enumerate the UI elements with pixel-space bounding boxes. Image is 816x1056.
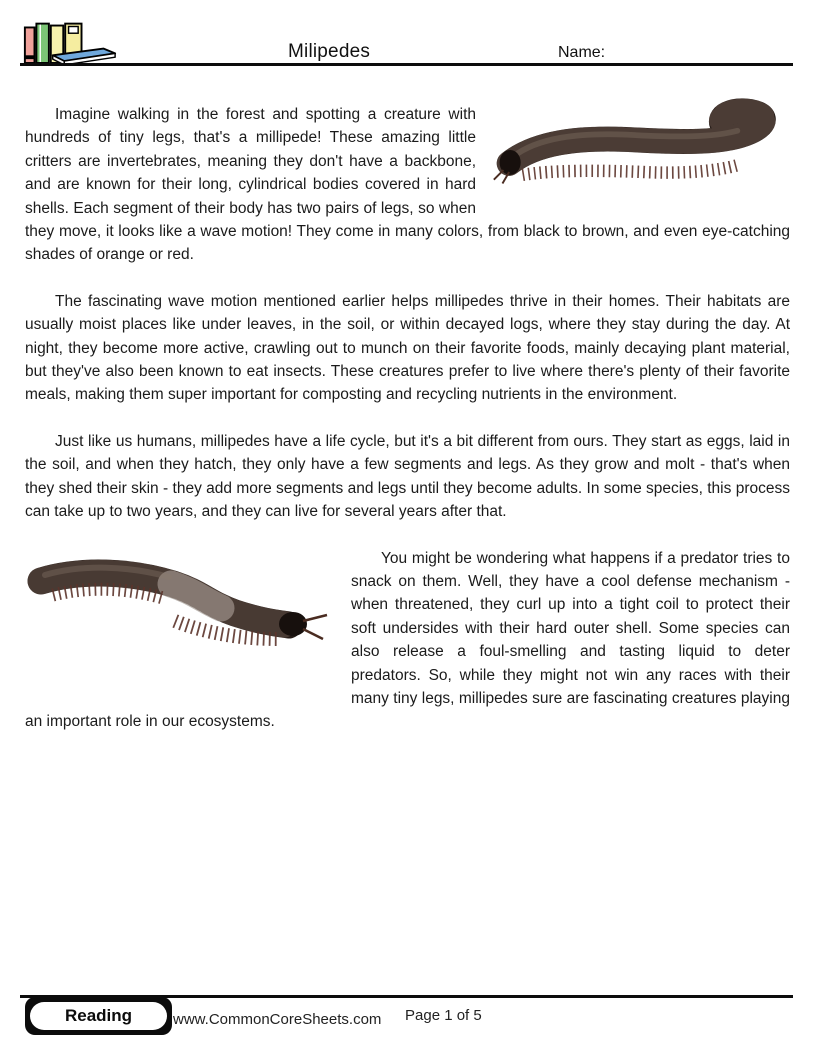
millipede-photo-top-right	[490, 101, 792, 197]
paragraph-1	[25, 103, 790, 267]
subject-badge	[25, 997, 172, 1035]
books-logo-icon	[22, 12, 118, 65]
header-divider	[20, 63, 793, 66]
millipede-legs	[523, 165, 738, 175]
logo-book-label	[69, 27, 79, 34]
page-title: Milipedes	[288, 41, 371, 62]
website-label: www.CommonCoreSheets.com	[173, 1011, 382, 1028]
paragraph-text: You might be wondering what happens if a predator tries to snack on them. Well, they have a cool defense mechanism - when threatened, they curl up into a tight coil to protect their soft undersides with their hard outer shell. Some species can also release a foul-smelling and tasting liquid to deter predators. So, while they might not win any races with their many tiny legs, millipedes sure are fascinating creatures playing an important role in our ecosystems.	[25, 549, 790, 731]
millipede-head	[279, 612, 307, 636]
paragraph-text: Just like us humans, millipedes have a life cycle, but it's a bit different from ours. They start as eggs, laid in the soil, and when they hatch, they only have a few segments and legs. As they grow and molt - that's when they shed their skin - they add more segments and legs until they become adults. In some species, this process can take up to two years, and they can live for several years after that.	[25, 432, 790, 521]
paragraph-text: The fascinating wave motion mentioned earlier helps millipedes thrive in their homes. Their habitats are usually moist places like under leaves, in the soil, or within decayed logs, where they stay during the day. At night, they become more active, crawling out to munch on their favorite foods, mainly decaying plant material, but they've also been known to eat insects. These creatures prefer to live where there's plenty of their favorite meals, making them super important for composting and recycling nutrients in the environment.	[25, 292, 790, 404]
millipede-photo-bottom-left	[23, 549, 335, 689]
paragraph-text: Imagine walking in the forest and spotting a creature with hundreds of tiny legs, that's a millipede! These amazing little critters are invertebrates, meaning they don't have a backbone, and are known for their long, cylindrical bodies covered in hard shells. Each segment of their body has two pairs of legs, so when they move, it looks like a wave motion! They come in many colors, from black to brown, and even eye-catching shades of orange or red.	[25, 106, 790, 264]
millipede-antennae	[303, 615, 327, 639]
paragraph-2	[25, 290, 790, 407]
paragraph-3	[25, 430, 790, 524]
reading-passage	[25, 103, 790, 757]
logo-book-pink-band	[25, 55, 35, 59]
name-label: Name:	[558, 44, 606, 61]
paragraph-4	[25, 547, 790, 734]
logo-book-green	[36, 24, 48, 63]
page-number-label: Page 1 of 5	[405, 1007, 482, 1024]
millipede-segments	[41, 573, 289, 625]
subject-badge-label: Reading	[30, 1002, 167, 1030]
